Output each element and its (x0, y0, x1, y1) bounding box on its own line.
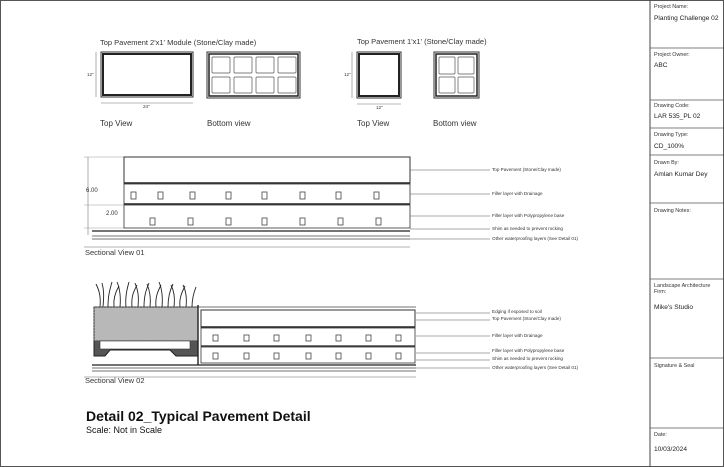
plants-icon (96, 282, 196, 307)
drawing-type-label: Drawing Type: (654, 132, 689, 138)
drawn-by: Amlan Kumar Dey (654, 171, 708, 178)
s1-callout-0: Top Pavement (Stone/Clay made) (492, 167, 561, 172)
project-owner-label: Project Owner: (654, 52, 690, 58)
project-owner: ABC (654, 62, 668, 69)
bottom-view-label-b: Bottom view (433, 119, 477, 128)
s2-callout-0: Edging if exposed to soil (492, 309, 542, 314)
top-view-1x1 (352, 52, 401, 104)
date: 10/03/2024 (654, 446, 688, 453)
module-1x1-title: Top Pavement 1'x1' (Stone/Clay made) (357, 37, 487, 46)
dim-label-12-b: 12" (344, 72, 351, 77)
firm-label: Landscape Architecture Firm: (654, 283, 711, 295)
dim-label-12-c: 12" (376, 105, 383, 110)
s1-callout-1: Filler layer with Drainage (492, 191, 543, 196)
firm: Mike's Studio (654, 304, 694, 311)
drawing-code: LAR 535_PL 02 (654, 113, 701, 120)
top-view-2x1 (96, 52, 193, 103)
top-view-label-b: Top View (357, 119, 390, 128)
s2-callout-2: Filler layer with Drainage (492, 333, 543, 338)
signature-label: Signature & Seal (654, 363, 695, 369)
s2-callout-5: Other waterproofing layers (See Detail 01) (492, 365, 579, 370)
bottom-view-2x1 (207, 52, 300, 98)
s1-callout-2: Filler layer with Polypropylene base (492, 213, 565, 218)
detail-scale: Scale: Not in Scale (86, 425, 163, 435)
s1-callout-3: Shim as needed to prevent rocking (492, 226, 563, 231)
drawing-code-label: Drawing Code: (654, 103, 690, 109)
drawn-by-label: Drawn By: (654, 160, 679, 166)
project-name-label: Project Name: (654, 4, 689, 10)
section-01-drawing (84, 157, 490, 247)
bottom-view-label-a: Bottom view (207, 119, 251, 128)
section-02-title: Sectional View 02 (85, 376, 145, 385)
date-label: Date: (654, 432, 667, 438)
drawing-notes-label: Drawing Notes: (654, 208, 691, 214)
s2-callout-4: Shim as needed to prevent rocking (492, 356, 563, 361)
dim-6: 6.00 (86, 188, 98, 194)
dim-2: 2.00 (106, 211, 118, 217)
top-view-label-a: Top View (100, 119, 133, 128)
drawing-type: CD_100% (654, 143, 685, 150)
dim-label-24: 24" (143, 104, 150, 109)
s1-callout-4: Other waterproofing layers (See Detail 01) (492, 236, 579, 241)
module-2x1-title: Top Pavement 2'x1' Module (Stone/Clay made) (100, 38, 257, 47)
bottom-view-1x1 (434, 52, 479, 98)
detail-title: Detail 02_Typical Pavement Detail (86, 408, 311, 424)
dim-label-12-a: 12" (87, 72, 94, 77)
project-name: Planting Challenge 02 (654, 15, 719, 22)
s2-callout-1: Top Pavement (Stone/Clay made) (492, 316, 561, 321)
s2-callout-3: Filler layer with Polypropylene base (492, 348, 565, 353)
section-01-title: Sectional View 01 (85, 248, 145, 257)
section-02-drawing (84, 282, 490, 377)
